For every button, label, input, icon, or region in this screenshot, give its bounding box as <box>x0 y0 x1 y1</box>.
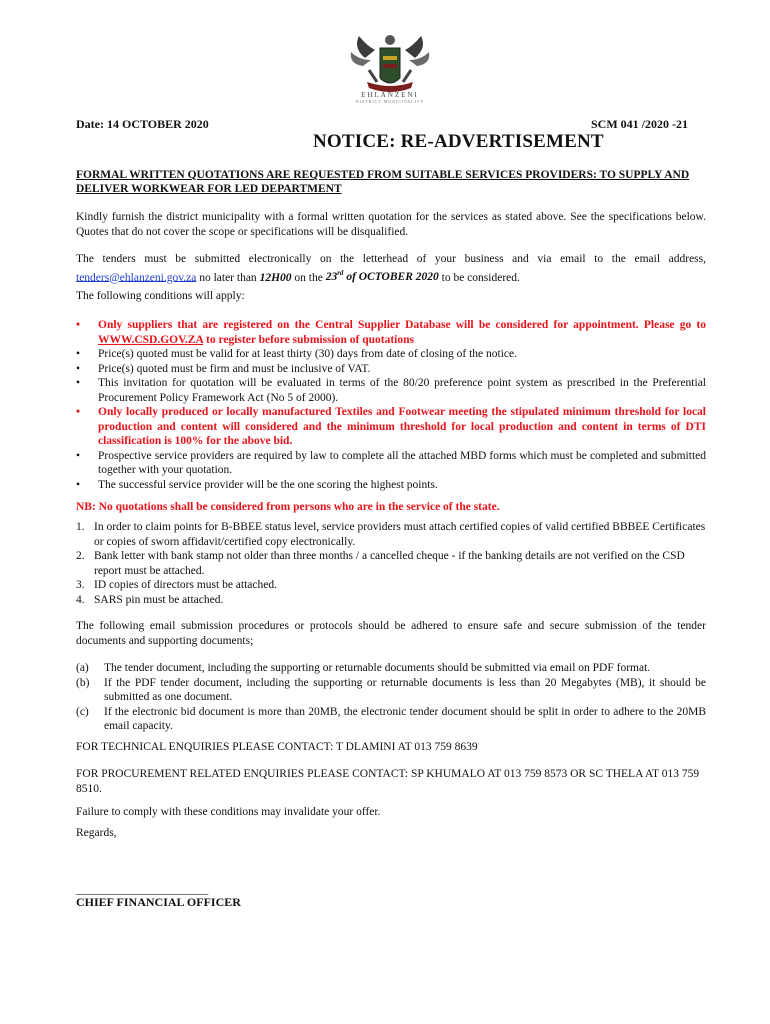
signatory-title: CHIEF FINANCIAL OFFICER <box>76 895 241 909</box>
condition-item <box>76 362 706 377</box>
requirement-item <box>76 593 706 608</box>
requirement-text: ID copies of directors must be attached. <box>94 579 277 591</box>
notice-title: NOTICE: RE-ADVERTISEMENT <box>313 131 604 152</box>
procedure-text: The tender document, including the supporting or returnable documents should be submitted via email on PDF format. <box>104 662 651 674</box>
condition-csd-text-b: to register before submission of quotations <box>203 333 414 346</box>
requirement-item <box>76 549 706 578</box>
bullet-icon: • <box>76 348 81 360</box>
notice-date: Date: 14 OCTOBER 2020 <box>76 117 209 131</box>
condition-mbd-forms: Prospective service providers are required by law to complete all the attached MBD forms which must be completed and submitted together with your quotation. <box>98 449 706 476</box>
bullet-icon: • <box>76 406 81 418</box>
procedure-item <box>76 661 706 676</box>
submission-paragraph <box>76 252 706 285</box>
submission-text-before: The tenders must be submitted electronically on the letterhead of your business and via email to the email address, <box>76 253 706 265</box>
procedure-letter: (a) <box>76 662 89 674</box>
condition-item <box>76 405 706 449</box>
bullet-icon: • <box>76 319 81 331</box>
procedure-item <box>76 705 706 734</box>
submission-text-middle: no later than <box>196 271 260 284</box>
condition-item <box>76 318 706 347</box>
bullet-icon: • <box>76 377 81 389</box>
procurement-enquiries: FOR PROCUREMENT RELATED ENQUIRIES PLEASE CONTACT: SP KHUMALO AT 013 759 8573 OR SC THELA AT 013 759 8510. <box>76 768 700 795</box>
bullet-icon: • <box>76 362 81 375</box>
requirement-number: 3. <box>76 579 85 591</box>
email-procedures-paragraph: The following email submission procedures or protocols should be adhered to ensure safe and secure submission of the tender documents and supporting documents; <box>76 620 706 647</box>
requirement-item <box>76 578 706 593</box>
requirement-number: 2. <box>76 550 85 562</box>
condition-validity: Price(s) quoted must be valid for at least thirty (30) days from date of closing of the notice. <box>98 348 517 360</box>
logo-name: EHLANZENI <box>361 91 419 99</box>
bullet-icon: • <box>76 449 81 462</box>
regards: Regards, <box>76 827 117 839</box>
nb-notice: NB: No quotations shall be considered from persons who are in the service of the state. <box>76 501 500 513</box>
failure-notice: Failure to comply with these conditions may invalidate your offer. <box>76 806 381 818</box>
procedures-list <box>76 661 706 734</box>
requirement-number: 1. <box>76 521 85 533</box>
condition-vat: Price(s) quoted must be firm and must be inclusive of VAT. <box>98 362 371 375</box>
conditions-intro: The following conditions will apply: <box>76 290 245 302</box>
bullet-icon: • <box>76 478 81 491</box>
submission-day-suffix: rd <box>337 269 344 278</box>
condition-local-production: Only locally produced or locally manufactured Textiles and Footwear meeting the stipulated minimum threshold for local production and content will considered and the minimum threshold for local production and content in terms of DTI classification is 100% for the above bid. <box>98 406 706 447</box>
condition-item <box>76 478 706 493</box>
technical-enquiries: FOR TECHNICAL ENQUIRIES PLEASE CONTACT: T DLAMINI AT 013 759 8639 <box>76 741 478 753</box>
requirement-text: In order to claim points for B-BBEE status level, service providers must attach certified copies of valid certified BBBEE Certificates or copies of sworn affidavit/certified copy electronically. <box>94 521 706 548</box>
condition-item <box>76 347 706 362</box>
submission-day: 23 <box>325 271 338 284</box>
csd-link[interactable]: WWW.CSD.GOV.ZA <box>98 333 204 346</box>
requirement-number: 4. <box>76 593 85 606</box>
condition-highest-points: The successful service provider will be the one scoring the highest points. <box>98 478 438 491</box>
notice-subject: FORMAL WRITTEN QUOTATIONS ARE REQUESTED FROM SUITABLE SERVICES PROVIDERS: TO SUPPLY AND DELIVER WORKWEAR FOR LED DEPARTMENT <box>76 169 690 195</box>
condition-csd-text-a: Only suppliers that are registered on the Central Supplier Database will be considered for appointment. Please go to <box>98 319 706 331</box>
intro-paragraph: Kindly furnish the district municipality with a formal written quotation for the services as stated above. See the specifications below. Quotes that do not cover the scope or specifications will be disqualified. <box>76 211 706 238</box>
requirement-text: SARS pin must be attached. <box>94 593 224 606</box>
conditions-list <box>76 318 706 492</box>
condition-preference-points: This invitation for quotation will be evaluated in terms of the 80/20 preference point system as prescribed in the Preferential Procurement Policy Framework Act (No 5 of 2000). <box>98 377 706 404</box>
submission-month: of OCTOBER 2020 <box>343 271 439 284</box>
procedure-letter: (b) <box>76 676 90 689</box>
procedure-text: If the PDF tender document, including the supporting or returnable documents is less than 20 Megabytes (MB), it should be submitted as one document. <box>104 676 706 703</box>
logo-tagline: DISTRICT MUNICIPALITY <box>355 99 425 104</box>
signature-line: _______________________ <box>76 884 209 896</box>
procedure-letter: (c) <box>76 705 89 718</box>
condition-item <box>76 449 706 478</box>
procedure-text: If the electronic bid document is more than 20MB, the electronic tender document should be split in order to adhere to the 20MB email capacity. <box>104 705 706 732</box>
requirements-list <box>76 520 706 607</box>
tender-email-link[interactable]: tenders@ehlanzeni.gov.za <box>76 271 197 284</box>
requirement-item <box>76 520 706 549</box>
condition-item <box>76 376 706 405</box>
submission-time: 12H00 <box>259 271 292 284</box>
notice-reference: SCM 041 /2020 -21 <box>591 117 688 131</box>
submission-text-after: to be considered. <box>438 271 520 284</box>
requirement-text: Bank letter with bank stamp not older than three months / a cancelled cheque - if the banking details are not verified on the CSD report must be attached. <box>94 550 685 577</box>
procedure-item <box>76 676 706 705</box>
submission-text-on: on the <box>291 271 326 284</box>
